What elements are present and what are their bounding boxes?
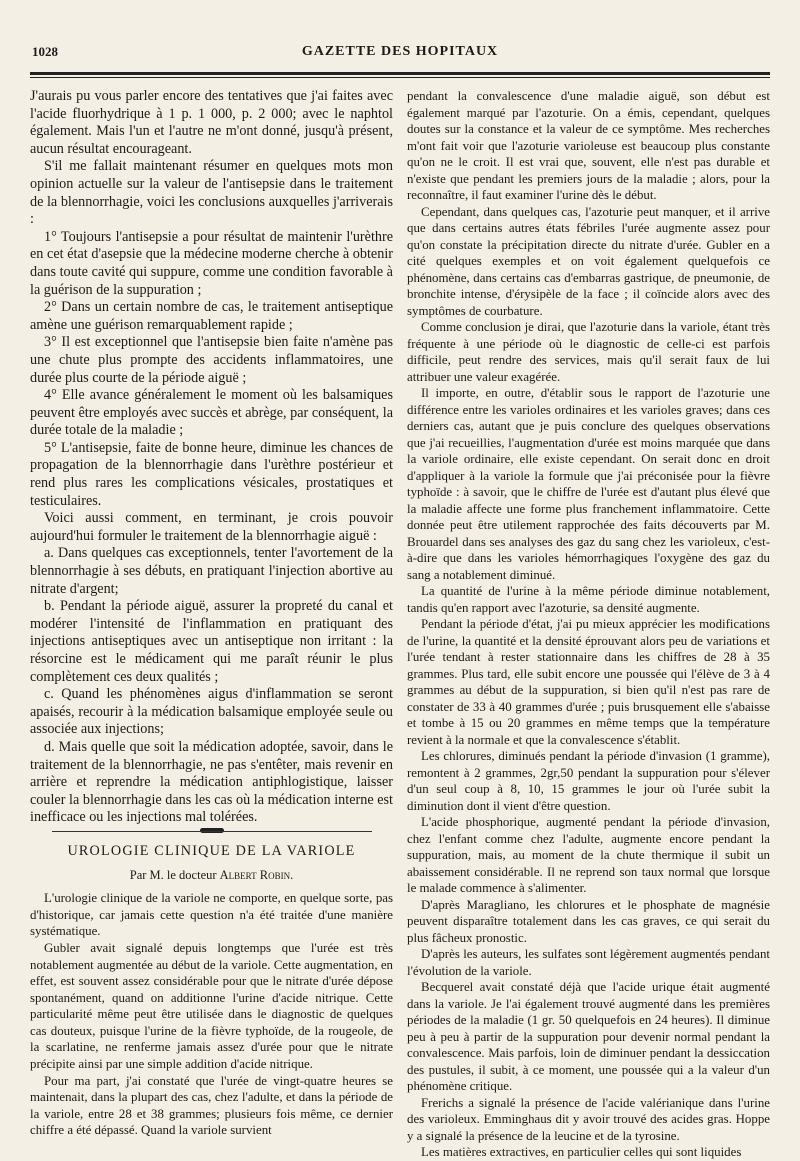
paragraph: pendant la convalescence d'une maladie aiguë, son début est également marqué par l'azoturie. On a émis, cependant, quelques doutes sur la constance et la valeur de ce symptôme. Mes recherches m'ont fait voir que l'azoturie varioleuse est beaucoup plus constante qu'on ne le croit. Il est vrai que, souvent, elle n'est pas durable et n'existe que pendant les premiers jours de la maladie ; alors, pour la reconnaître, il faut examiner l'urine dès le début. [407,89,770,202]
journal-title: GAZETTE DES HOPITAUX [301,44,499,59]
paragraph: c. Quand les phénomènes aigus d'inflammation se seront apaisés, recourir à la médication balsamique employée seule ou associée aux injections; [30,686,393,738]
paragraph: 4° Elle avance généralement le moment où les balsamiques peuvent être employés avec succès et abrège, par conséquent, la durée totale de la maladie ; [30,387,393,439]
paragraph: Cependant, dans quelques cas, l'azoturie peut manquer, et il arrive que dans certains autres états fébriles l'urée augmente assez pour qu'on constate la précipitation directe du nitrate d'urée. Gubler en a cité quelques exemples et on voit également quelquefois ce phénomène, dans certains cas d'embarras gastrique, de pneumonie, de bronchite intense, d'érysipèle de la face ; il coïncide alors avec des symptômes de courbature. [407,204,770,318]
header-rule-thick [30,72,770,75]
paragraph: J'aurais pu vous parler encore des tentatives que j'ai faites avec l'acide fluorhydrique à 1 p. 1 000, p. 2 000; avec le naphtol également. Mais l'un et l'autre ne m'ont donné, jusqu'à présent, aucun résultat encourageant. [30,88,393,157]
section-divider [30,831,393,833]
paragraph: Pendant la période d'état, j'ai pu mieux apprécier les modifications de l'urine, la quantité et la densité éprouvant alors peu de variations et l'urée tendant à rester stationnaire dans les chiffres de 28 à 35 grammes. Plus tard, elle subit encore une poussée qui l'élève de 3 à 4 grammes au début de la suppuration, si bien qu'il n'est pas rare de constater de 33 à 40 grammes d'urée ; puis brusquement elle s'abaisse et tombe à 15 ou 20 grammes en même temps que la température revient à la normale et que la convalescence s'établit. [407,617,770,747]
paragraph: 3° Il est exceptionnel que l'antisepsie bien faite n'amène pas une chute plus prompte des accidents inflammatoires, une durée plus courte de la période aiguë ; [30,334,393,386]
paragraph: Il importe, en outre, d'établir sous le rapport de l'azoturie une différence entre les varioles ordinaires et les varioles graves; dans ces derniers cas, autant que je puis conclure des quelques observations que j'ai recueillies, l'augmentation d'urée est moins marquée que dans la variole ordinaire, elle existe cependant. On serait donc en droit d'appliquer à la variole la formule que j'ai préconisée pour la fièvre typhoïde : à savoir, que le chiffre de l'urée est d'autant plus élevé que la maladie affecte une forme plus franchement inflammatoire. Cette donnée peut être utilement rapprochée des faits découverts par M. Brouardel dans ses analyses des gaz du sang chez les varioleux, c'est-à-dire que dans les varioles hémorrhagiques l'oxygène des gaz du sang a notablement diminué. [407,386,770,582]
section-body [30,890,393,1139]
paragraph: L'acide phosphorique, augmenté pendant la période d'invasion, chez l'enfant comme chez l'adulte, augmente encore pendant la suppuration, mais, au moment de la chute thermique il subit un abaissement considérable. Il ne reprend son taux normal que lorsque le malade commence à s'alimenter. [407,815,770,895]
paragraph: Les matières extractives, en particulier celles qui sont liquides [421,1145,742,1159]
page-number: 1028 [32,44,58,59]
paragraph: D'après Maragliano, les chlorures et le phosphate de magnésie peuvent disparaître totalement dans les cas graves, ce qui serait du plus fâcheux pronostic. [407,897,770,945]
paragraph: Voici aussi comment, en terminant, je crois pouvoir aujourd'hui formuler le traitement de la blennorrhagie aiguë : [30,510,393,544]
byline-prefix: Par M. le docteur [129,867,217,882]
paragraph: a. Dans quelques cas exceptionnels, tenter l'avortement de la blennorrhagie à ses débuts, en pratiquant l'injection abortive au nitrate d'argent; [30,545,393,597]
paragraph: L'urologie clinique de la variole ne comporte, en quelque sorte, pas d'historique, car jamais cette question n'a été traitée d'une manière systématique. [30,891,393,939]
paragraph: Comme conclusion je dirai, que l'azoturie dans la variole, étant très fréquente à une période où le diagnostic de celle-ci est parfois difficile, peut rendre des services, mais qu'il serait faux de lui attribuer une valeur exagérée. [407,320,770,384]
left-column [30,88,393,1148]
byline [30,867,393,885]
author-name: Albert Robin. [219,867,294,882]
divider-line-right [212,831,372,832]
right-column [407,88,770,1159]
paragraph: Frerichs a signalé la présence de l'acide valérianique dans l'urine des varioleux. Emminghaus dit y avoir trouvé des acides gras. Hoppe y a signalé la présence de la leucine et de la tyrosine. [407,1095,770,1143]
paragraph: 1° Toujours l'antisepsie a pour résultat de maintenir l'urèthre en cet état d'asepsie que la médecine moderne cherche à obtenir dans toute cavité qui suppure, comme une condition favorable à la guérison de la suppuration ; [30,228,393,298]
text-columns [30,88,770,1159]
section-title: UROLOGIE CLINIQUE DE LA VARIOLE [67,842,356,859]
divider-line-left [52,831,212,832]
paragraph: D'après les auteurs, les sulfates sont légèrement augmentés pendant l'évolution de la variole. [407,947,770,978]
paragraph: Pour ma part, j'ai constaté que l'urée de vingt-quatre heures se maintenait, dans la plupart des cas, chez l'adulte, et dans la période de la variole, entre 28 et 38 grammes; plusieurs fois même, ce dernier chiffre a été dépassé. Quand la variole survient [30,1073,393,1138]
paragraph: Becquerel avait constaté déjà que l'acide urique était augmenté dans la variole. Je l'ai également trouvé augmenté dans les premières périodes de la maladie (1 gr. 50 quelquefois en 24 heures). Il diminue peu à peu à partir de la suppuration pour devenir normal pendant la convalescence. Mais parfois, loin de diminuer pendant la dessiccation des pustules, il subit, à ce moment, une poussée qui a la valeur d'un phénomène critique. [407,980,770,1093]
paragraph: Les chlorures, diminués pendant la période d'invasion (1 gramme), remontent à 2 grammes, 2gr,50 pendant la suppuration pour s'élever d'un seul coup à 8, 10, 15 grammes le jour où l'urée subit la diminution dont il vient d'être question. [407,749,770,813]
paragraph: 2° Dans un certain nombre de cas, le traitement antiseptique amène une guérison remarquablement rapide ; [30,299,393,333]
paragraph: Gubler avait signalé depuis longtemps que l'urée est très notablement augmentée au début de la variole. Cette augmentation, en effet, est souvent assez considérable pour que le nitrate d'urée dépose spontanément, quand on additionne l'urine d'acide nitrique. Cette particularité même peut être utilisée dans le diagnostic de quelques cas douteux, puisque l'urine de la fièvre typhoïde, de la rougeole, de la scarlatine, ne renferme jamais assez d'urée pour que le nitrate précipite ainsi par une simple addition d'acide nitrique. [30,940,393,1072]
page-header [30,40,770,62]
paragraph: d. Mais quelle que soit la médication adoptée, savoir, dans le traitement de la blennorrhagie, ne pas s'entêter, mais revenir en arrière et reprendre la médication antiphlogistique, laisser couler la blennorrhagie dans les cas où la médication interne est inefficace ou les injections mal tolérées. [30,738,393,826]
paragraph: 5° L'antisepsie, faite de bonne heure, diminue les chances de propagation de la blennorrhagie dans l'urèthre postérieur et rend plus rares les complications vésicales, prostatiques et testiculaires. [30,439,393,509]
paragraph: S'il me fallait maintenant résumer en quelques mots mon opinion actuelle sur la valeur de l'antisepsie dans le traitement de la blennorrhagie, voici les conclusions auxquelles j'arriverais : [30,158,393,228]
paragraph: La quantité de l'urine à la même période diminue notablement, tandis qu'en rapport avec l'azoturie, sa densité augmente. [407,584,770,615]
header-rule-thin [30,77,770,78]
paragraph: b. Pendant la période aiguë, assurer la propreté du canal et modérer l'intensité de l'inflammation en pratiquant des injections antiseptiques avec un antiseptique non irritant : la résorcine est le médicament qui me paraît réunir le plus complètement ces deux qualités ; [30,598,393,685]
